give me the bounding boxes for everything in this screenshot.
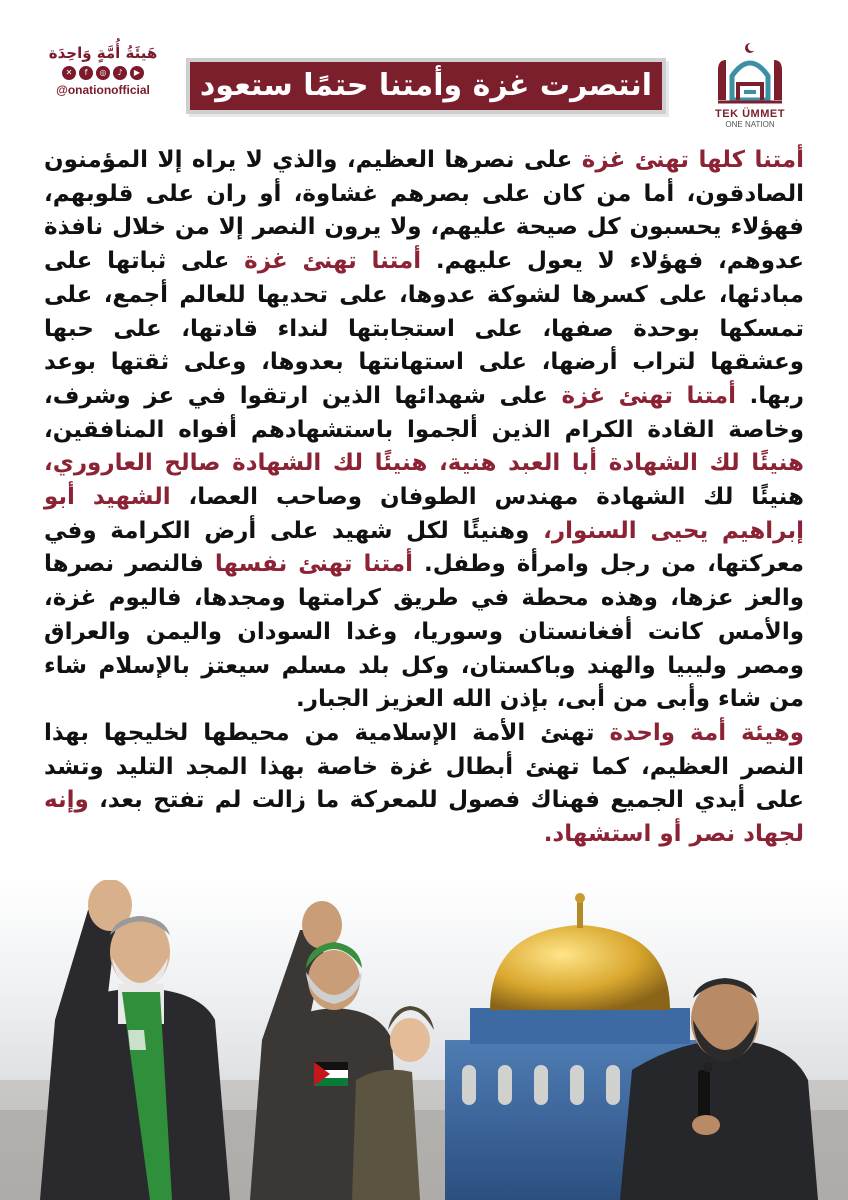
brand-logo-right (700, 40, 800, 135)
facebook-icon[interactable]: f (79, 66, 93, 80)
highlighted-text: وهيئة أمة واحدة (609, 719, 804, 746)
article-text: وهنيئًا لكل شهيد على أرض الكرامة وفي معركتها، من رجل وامرأة وطفل. (44, 517, 804, 578)
article-body (44, 144, 804, 852)
leaders-photo (0, 880, 848, 1200)
page-title: انتصرت غزة وأمتنا حتمًا ستعود (186, 58, 666, 114)
highlighted-text: الشهيد أبو إبراهيم يحيى السنوار، (44, 484, 804, 544)
article-paragraph-2 (44, 717, 804, 852)
highlighted-text: أمتنا تهنئ غزة (244, 248, 422, 275)
highlighted-text: أمتنا تهنئ نفسها (214, 551, 414, 578)
article-text: تهنئ الأمة الإسلامية من محيطها لخليجها بهذا النصر العظيم، كما تهنئ أبطال غزة خاصة بهذا المجد التليد وتشد على أيدي الجميع فهناك فصول للمعركة ما زالت لم تفتح بعد، (44, 719, 804, 814)
brand-logo-left (48, 44, 158, 124)
article-text: على ثباتها على مبادئها، على كسرها لشوكة عدوها، على تحديها للعالم أجمع، على تمسكها بوحدة صفها، على استجابتها لنداء قادتها، على حبها وعشقها لتراب أرضها، على استهانتها بعدوها، وعلى ثقتها بوعد ربها. (44, 248, 804, 409)
mosque-emblem-icon (710, 40, 790, 106)
tiktok-icon[interactable]: ♪ (113, 66, 127, 80)
brand-tagline: ONE NATION (725, 120, 775, 129)
article-text: على نصرها العظيم، والذي لا يراه إلا المؤمنون الصادقون، أما من كان على بصرهم غشاوة، أو ران على قلوبهم، فهؤلاء يحسبون كل صيحة عليهم، ولا يرون النصر إلا من خلال نافذة عدوهم، فهؤلاء لا يعول عليهم. (44, 147, 804, 275)
highlighted-text: وإنه لجهاد نصر أو استشهاد. (44, 787, 804, 848)
social-icons (48, 66, 158, 80)
highlighted-text: أمتنا كلها تهنئ غزة (581, 147, 805, 173)
article-text: هنيئًا لك الشهادة مهندس الطوفان وصاحب العصا، (170, 484, 804, 511)
brand-name-english: TEK ÜMMET (715, 108, 785, 120)
article-text: على شهدائها الذين ارتقوا في عز وشرف، وخاصة القادة الكرام الذين ألجموا باستشهادهم أفواه المنافقين، (44, 382, 804, 443)
brand-name-arabic: هَيئَةُ أُمَّةٍ وَاحِدَة (48, 44, 158, 62)
youtube-icon[interactable]: ▶ (130, 66, 144, 80)
photo-illustration (0, 880, 848, 1200)
highlighted-text: هنيئًا لك الشهادة أبا العبد هنية، هنيئًا لك الشهادة صالح العاروري، (44, 450, 804, 477)
instagram-icon[interactable]: ◎ (96, 66, 110, 80)
social-handle[interactable]: @onationofficial (56, 83, 150, 97)
twitter-icon[interactable]: ✕ (62, 66, 76, 80)
article-paragraph-1 (44, 144, 804, 717)
article-text: فالنصر نصرها والعز عزها، وهذه محطة في طريق كرامتها ومجدها، فاليوم غزة، والأمس كانت أفغانستان وسوريا، وغدا السودان واليمن والعراق ومصر وليبيا والهند وباكستان، وكل بلد مسلم سيعتز بالإسلام شاء من شاء وأبى من أبى، بإذن الله العزيز الجبار. (44, 551, 804, 713)
highlighted-text: أمتنا تهنئ غزة (561, 382, 736, 409)
